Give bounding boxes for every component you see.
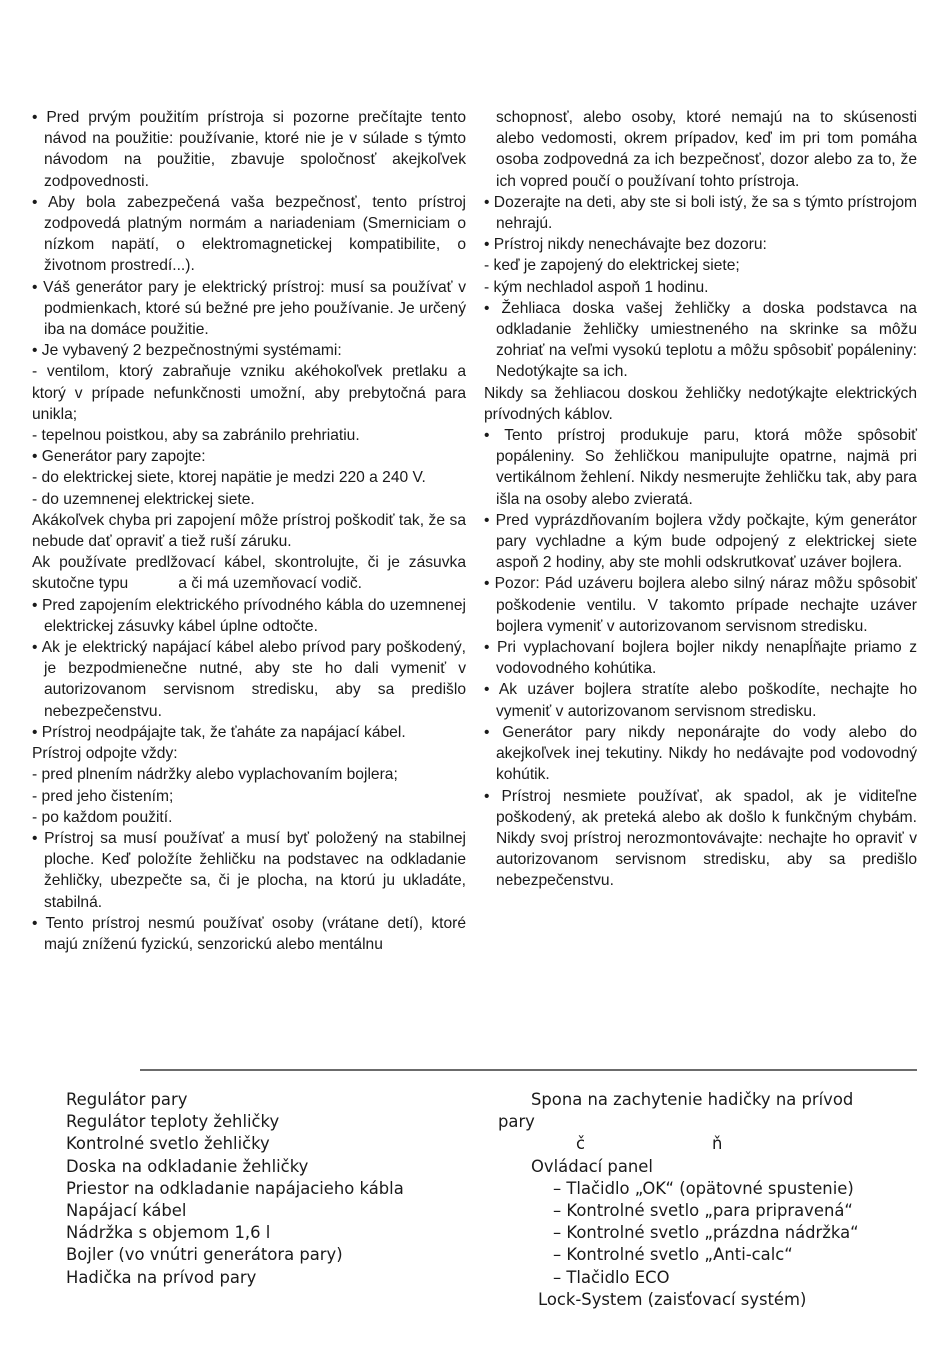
- paragraph-persons-continued: schopnosť, alebo osoby, ktoré nemajú na to skúsenosti alebo vedomosti, okrem prípadov, keď im pri tom pomáha osoba zodpovedná za ich bezpečnosť, dozor alebo za to, že ich vopred poučí o používaní tohto prístroja.: [496, 109, 917, 190]
- paragraph-thermal-fuse: - tepelnou poistkou, aby sa zabránilo prehriatiu.: [32, 427, 360, 445]
- paragraph-valve: - ventilom, ktorý zabraňuje vzniku akéhokoľvek pretlaku a ktorý v prípade nefunkčnosti umožní, aby prebytočná para unikla;: [32, 363, 466, 423]
- paragraph-after-use: - po každom použití.: [32, 808, 173, 826]
- paragraph-unplug: • Prístroj neodpájajte tak, že ťaháte za napájací kábel.: [32, 723, 406, 741]
- paragraph-standards: • Aby bola zabezpečená vaša bezpečnosť, tento prístroj zodpovedá platným normám a nariadeniam (Smerniciam o nízkom napätí, o elektromagnetickej kompatibilite, o životnom prostredí...).: [32, 193, 466, 275]
- paragraph-children: • Dozerajte na deti, aby ste si boli istý, že sa s týmto prístrojom nehrajú.: [484, 193, 917, 233]
- fragment-n: ň: [712, 1134, 723, 1154]
- control-panel-sub-item: – Kontrolné svetlo „prázdna nádržka“: [553, 1223, 859, 1243]
- paragraph-lost-cap: • Ak uzáver bojlera stratíte alebo poškodíte, nechajte ho vymeniť v autorizovanom servisnom stredisku.: [484, 681, 917, 720]
- paragraph-unwind-cable: • Pred zapojením elektrického prívodného kábla do uzemnenej elektrickej zásuvky kábel úplne odtočte.: [32, 596, 466, 635]
- paragraph-connection-error: Akákoľvek chyba pri zapojení môže prístroj poškodiť tak, že sa nebude dať opraviť a tiež ruší záruku.: [32, 511, 466, 551]
- part-item-clip-continued: pary: [498, 1112, 535, 1132]
- paragraph-when-plugged: - keď je zapojený do elektrickej siete;: [484, 257, 740, 275]
- paragraph-no-immersion: • Generátor pary nikdy neponárajte do vody alebo do akejkoľvek inej tekutiny. Nikdy ho nedávajte pod vodovodný kohútik.: [484, 723, 917, 784]
- paragraph-soleplate-hot: • Žehliaca doska vašej žehličky a doska podstavca na odkladanie žehličky umiestneného na skrinke sa môžu zohriať na veľmi vysokú teplotu a môžu spôsobiť popáleniny: Nedotýkajte sa ich.: [484, 299, 917, 381]
- left-text-column: [32, 107, 466, 955]
- part-item: Bojler (vo vnútri generátora pary): [66, 1245, 343, 1265]
- paragraph-cables-contact: Nikdy sa žehliacou doskou žehličky nedotýkajte elektrických prívodných káblov.: [484, 384, 917, 423]
- paragraph-unattended: • Prístroj nikdy nenechávajte bez dozoru:: [484, 236, 767, 254]
- paragraph-damaged-device: • Prístroj nesmiete používať, ak spadol, ak je viditeľne poškodený, ak preteká alebo ak došlo k funkčným chybám. Nikdy svoj prístroj nerozmontovávajte: nechajte ho opraviť v autorizovanom servisnom stredisku, aby sa predišlo nebezpečenstvu.: [484, 787, 917, 890]
- part-item: Regulátor teploty žehličky: [66, 1112, 280, 1132]
- control-panel-sub-item: – Kontrolné svetlo „Anti-calc“: [553, 1245, 793, 1265]
- right-text-column: [484, 107, 917, 892]
- paragraph-cap-drop: • Pozor: Pád uzáveru bojlera alebo silný náraz môžu spôsobiť poškodenie ventilu. V takomto prípade nechajte uzáver bojlera vymeniť v autorizovanom servisnom stredisku.: [484, 575, 917, 635]
- paragraph-damaged-cable: • Ak je elektrický napájací kábel alebo prívod pary poškodený, je bezpodmienečne nutné, aby ste ho dali vymeniť v autorizovanom servisnom stredisku, aby sa predišlo nebezpečenstvu.: [32, 639, 466, 720]
- paragraph-earthed: - do uzemnenej elektrickej siete.: [32, 490, 255, 508]
- paragraph-before-cleaning: - pred jeho čistením;: [32, 787, 174, 805]
- paragraph-always-unplug: Prístroj odpojte vždy:: [32, 745, 178, 763]
- paragraph-safety-systems: • Je vybavený 2 bezpečnostnými systémami:: [32, 342, 342, 360]
- paragraph-stable-surface: • Prístroj sa musí používať a musí byť položený na stabilnej ploche. Keď položíte žehličku na podstavec na odkladanie žehličky, ubezpečte sa, či je plocha, na ktorú ju ukladáte, stabilná.: [32, 829, 466, 911]
- paragraph-extension-cable: [32, 552, 466, 594]
- paragraph-read-manual: • Pred prvým použitím prístroja si pozorne prečítajte tento návod na použitie: používanie, ktoré nie je v súlade s týmto návodom na použitie, zbavuje spoločnosť akejkoľvek zodpovednosti.: [32, 109, 466, 190]
- part-item: Doska na odkladanie žehličky: [66, 1156, 309, 1176]
- paragraph-before-filling: - pred plnením nádržky alebo vyplachovaním bojlera;: [32, 766, 398, 784]
- paragraph-persons: • Tento prístroj nesmú používať osoby (vrátane detí), ktoré majú zníženú fyzickú, senzorickú alebo mentálnu: [32, 914, 466, 953]
- part-item-control-panel: Ovládací panel: [531, 1156, 653, 1176]
- extension-cable-text-b: a či má uzemňovací vodič.: [178, 575, 362, 593]
- part-item: Napájací kábel: [66, 1201, 187, 1221]
- parts-list-right: [498, 1089, 918, 1311]
- paragraph-steam-burns: • Tento prístroj produkuje paru, ktorá môže spôsobiť popáleniny. So žehličkou manipulujte opatrne, najmä pri vertikálnom žehlení. Nikdy nesmerujte žehličku tak, aby para išla na osoby alebo zvieratá.: [484, 427, 917, 508]
- control-panel-sub-item: – Tlačidlo ECO: [553, 1267, 670, 1287]
- part-item-clip: Spona na zachytenie hadičky na prívod: [531, 1090, 854, 1109]
- part-item-lock-system: Lock-System (zaisťovací systém): [538, 1289, 807, 1309]
- paragraph-cool-down: - kým nechladol aspoň 1 hodinu.: [484, 278, 709, 296]
- paragraph-electrical-device: • Váš generátor pary je elektrický prístroj: musí sa používať v podmienkach, ktoré sú bežné pre jeho používanie. Je určený iba na domáce použitie.: [32, 278, 466, 339]
- paragraph-rinsing: • Pri vyplachovaní bojlera bojler nikdy nenapĺňajte priamo z vodovodného kohútika.: [484, 639, 917, 678]
- control-panel-sub-item: – Kontrolné svetlo „para pripravená“: [553, 1201, 853, 1221]
- part-item: Kontrolné svetlo žehličky: [66, 1134, 270, 1154]
- section-divider: [140, 1069, 917, 1071]
- part-item: Priestor na odkladanie napájacieho kábla: [66, 1178, 404, 1198]
- part-item: Nádržka s objemom 1,6 l: [66, 1223, 271, 1243]
- fragment-c: č: [576, 1134, 586, 1154]
- paragraph-empty-boiler: • Pred vyprázdňovaním bojlera vždy počkajte, kým generátor pary vychladne a kým bude odpojený z elektrickej siete aspoň 2 hodiny, aby ste mohli odskrutkovať uzáver bojlera.: [484, 511, 917, 572]
- part-item: Regulátor pary: [66, 1090, 188, 1109]
- part-item: Hadička na prívod pary: [66, 1267, 257, 1287]
- part-item-fragment: [498, 1133, 918, 1155]
- extension-cable-text-a: Ak používate predlžovací kábel, skontrolujte, či je zásuvka skutočne typu: [32, 554, 466, 593]
- control-panel-sub-item: – Tlačidlo „OK“ (opätovné spustenie): [553, 1178, 854, 1198]
- paragraph-voltage: - do elektrickej siete, ktorej napätie je medzi 220 a 240 V.: [32, 469, 426, 487]
- parts-list-left: [66, 1089, 466, 1289]
- paragraph-connect: • Generátor pary zapojte:: [32, 448, 206, 466]
